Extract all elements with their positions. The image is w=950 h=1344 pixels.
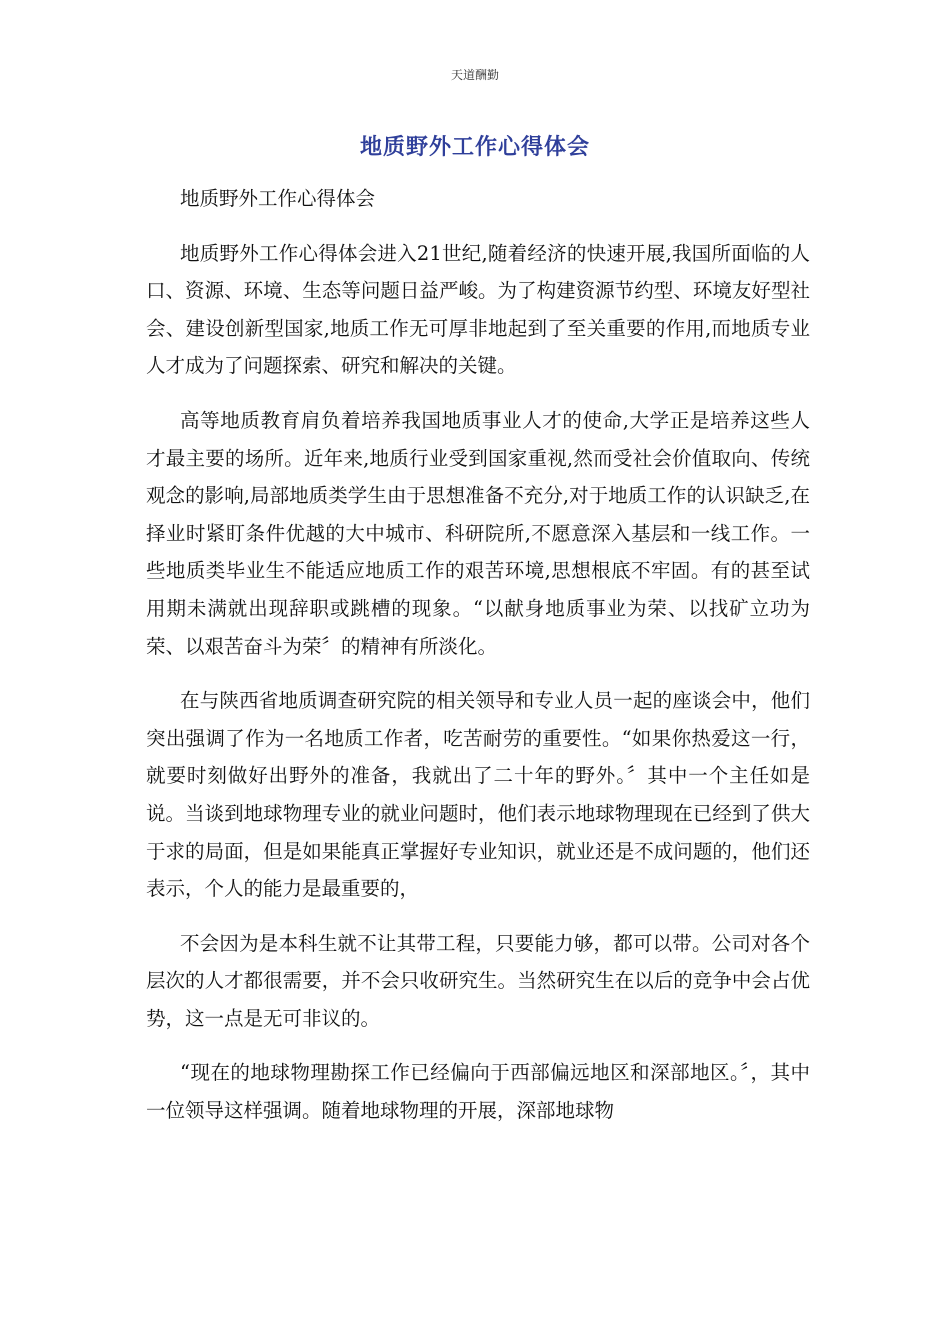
paragraph: 不会因为是本科生就不让其带工程，只要能力够，都可以带。公司对各个层次的人才都很需要，并不会只收研究生。当然研究生在以后的竞争中会占优势，这一点是无可非议的。	[146, 931, 810, 1030]
page-header: 天道酬勤	[450, 68, 499, 82]
paragraph: 在与陕西省地质调查研究院的相关领导和专业人员一起的座谈会中，他们突出强调了作为一名地质工作者，吃苦耐劳的重要性。“如果你热爱这一行，就要时刻做好出野外的准备，我就出了二十年的野外。〞其中一个主任如是说。当谈到地球物理专业的就业问题时，他们表示地球物理现在已经到了供大于求的局面，但是如果能真正掌握好专业知识，就业还是不成问题的，他们还表示，个人的能力是最重要的，	[146, 689, 810, 901]
paragraph: 高等地质教育肩负着培养我国地质事业人才的使命,大学正是培养这些人才最主要的场所。近年来,地质行业受到国家重视,然而受社会价值取向、传统观念的影响,局部地质类学生由于思想准备不充分,对于地质工作的认识缺乏,在择业时紧盯条件优越的大中城市、科研院所,不愿意深入基层和一线工作。一些地质类毕业生不能适应地质工作的艰苦环境,思想根底不牢固。有的甚至试用期未满就出现辞职或跳槽的现象。“以献身地质事业为荣、以找矿立功为荣、以艰苦奋斗为荣〞的精神有所淡化。	[146, 408, 810, 658]
paragraph: “现在的地球物理勘探工作已经偏向于西部偏远地区和深部地区。〞，其中一位领导这样强调。随着地球物理的开展，深部地球物	[146, 1061, 810, 1123]
document-body	[146, 180, 810, 1147]
paragraph-subtitle: 地质野外工作心得体会	[180, 187, 376, 210]
document-title: 地质野外工作心得体会	[359, 135, 590, 160]
paragraph: 地质野外工作心得体会进入21世纪,随着经济的快速开展,我国所面临的人口、资源、环境、生态等问题日益严峻。为了构建资源节约型、环境友好型社会、建设创新型国家,地质工作无可厚非地起到了至关重要的作用,而地质专业人才成为了问题探索、研究和解决的关键。	[146, 241, 810, 378]
